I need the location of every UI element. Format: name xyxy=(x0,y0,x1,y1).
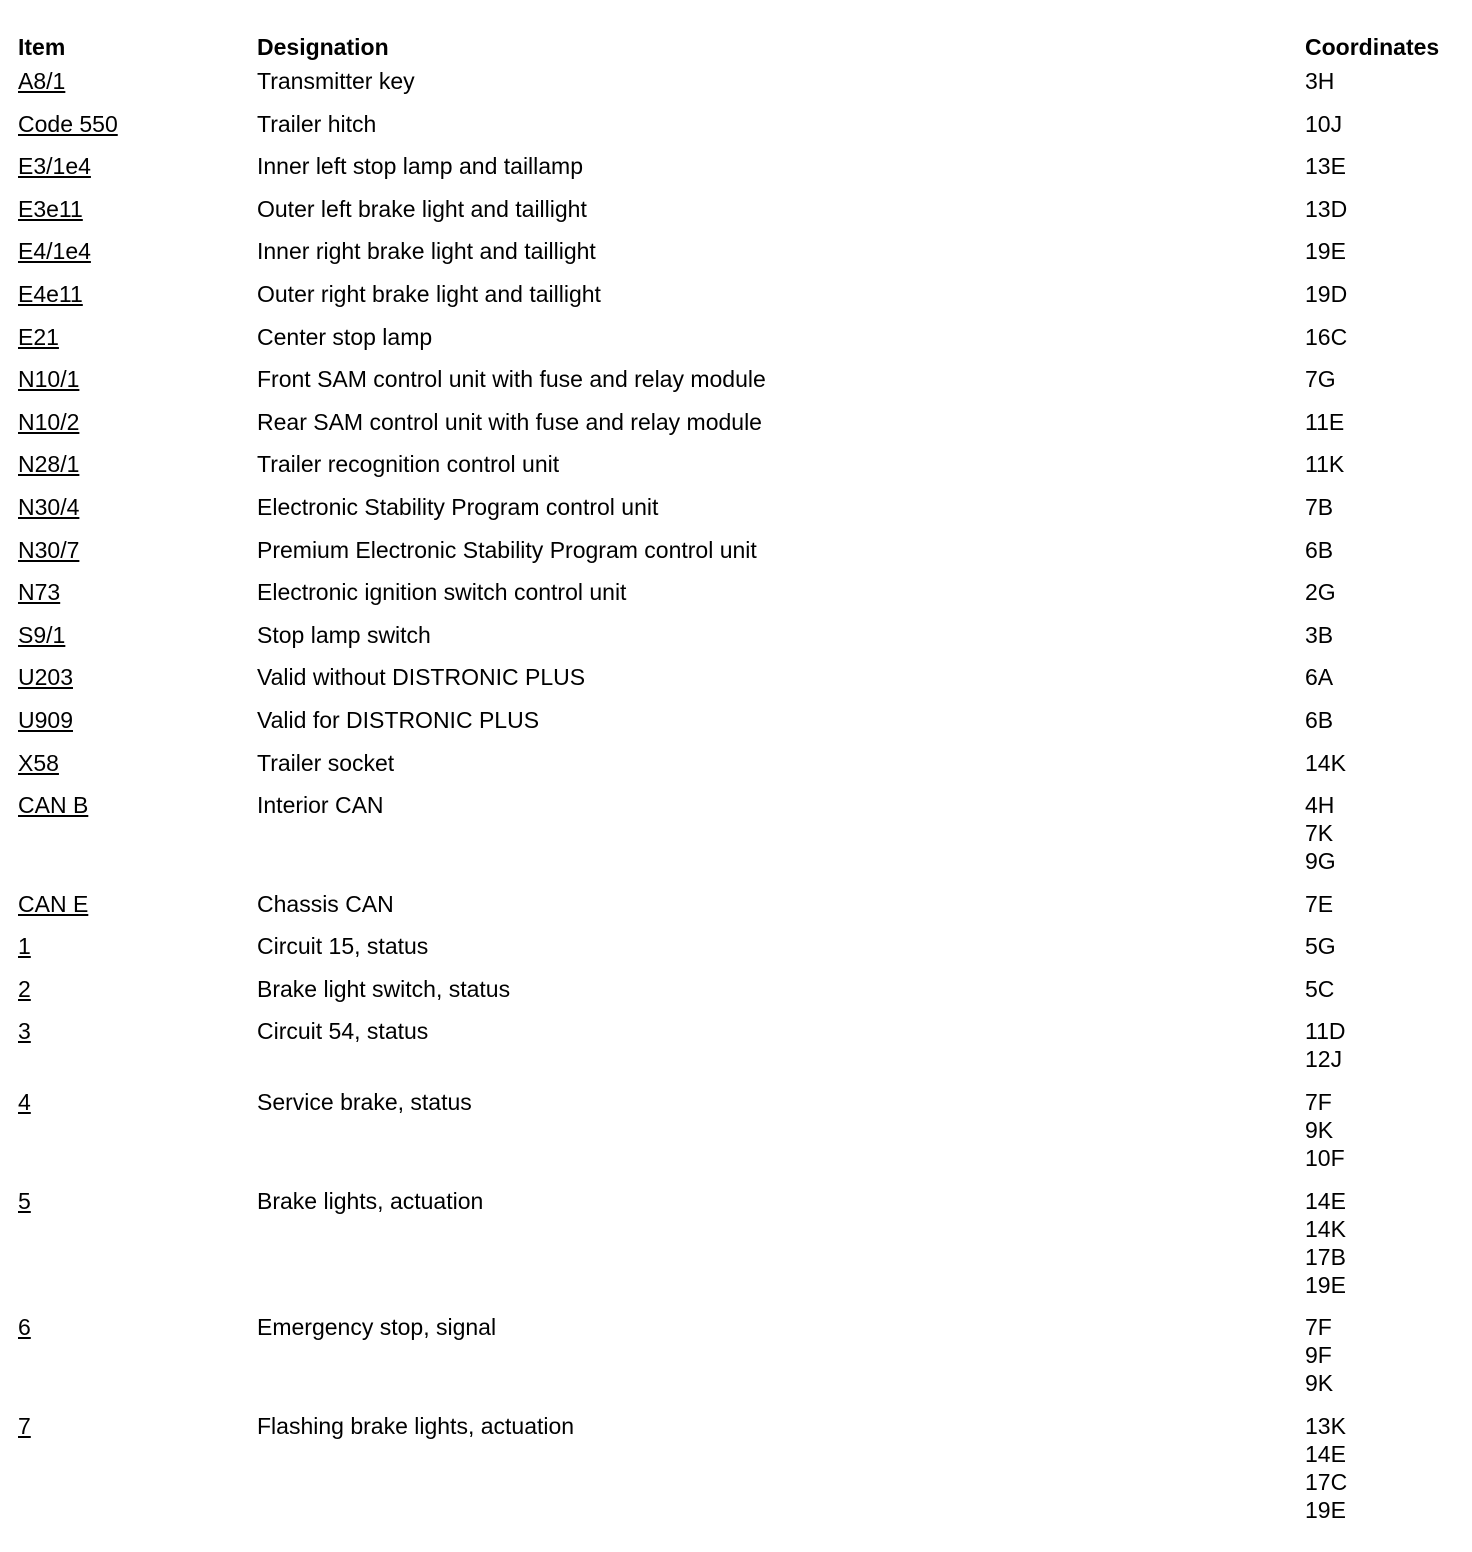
coordinates-cell xyxy=(1305,975,1468,1003)
table-row xyxy=(18,107,1468,138)
table-row xyxy=(18,575,1468,606)
item-cell xyxy=(18,932,257,960)
item-cell xyxy=(18,578,257,606)
coordinate-value: 3B xyxy=(1305,621,1334,648)
designation-cell: Trailer socket xyxy=(257,749,395,776)
header-designation: Designation xyxy=(257,34,389,60)
item-cell xyxy=(18,365,257,393)
coordinate-value: 9K xyxy=(1305,1117,1334,1144)
item-link[interactable]: N10/2 xyxy=(18,408,80,435)
designation-cell: Center stop lamp xyxy=(257,323,433,350)
item-cell xyxy=(18,706,257,734)
designation-cell: Circuit 54, status xyxy=(257,1018,429,1045)
coordinates-cell xyxy=(1305,536,1468,564)
table-row xyxy=(18,618,1468,649)
table-row xyxy=(18,788,1468,875)
coordinate-value: 17B xyxy=(1305,1243,1346,1270)
table-row xyxy=(18,887,1468,918)
designation-cell: Premium Electronic Stability Program control unit xyxy=(257,536,757,563)
coordinate-value: 14E xyxy=(1305,1440,1346,1467)
designation-cell: Outer left brake light and taillight xyxy=(257,195,587,222)
item-cell xyxy=(18,621,257,649)
table-header xyxy=(18,30,1468,64)
coordinates-cell xyxy=(1305,1017,1468,1073)
coordinates-cell xyxy=(1305,450,1468,478)
coordinates-cell xyxy=(1305,890,1468,918)
coordinates-cell xyxy=(1305,408,1468,436)
item-link[interactable]: X58 xyxy=(18,749,59,776)
item-link[interactable]: Code 550 xyxy=(18,110,118,137)
item-cell xyxy=(18,408,257,436)
coordinates-cell xyxy=(1305,323,1468,351)
item-link[interactable]: N73 xyxy=(18,579,61,606)
coordinate-value: 7B xyxy=(1305,493,1334,520)
item-link[interactable]: U203 xyxy=(18,664,73,691)
table-row xyxy=(18,1014,1468,1073)
item-cell xyxy=(18,1313,257,1341)
designation-cell: Service brake, status xyxy=(257,1089,472,1116)
table-row xyxy=(18,703,1468,734)
coordinates-cell xyxy=(1305,1313,1468,1397)
table-row xyxy=(18,1409,1468,1524)
item-cell xyxy=(18,1412,257,1440)
coordinate-value: 10F xyxy=(1305,1145,1345,1172)
coordinate-value: 11E xyxy=(1305,408,1345,435)
table-row xyxy=(18,1184,1468,1299)
designation-cell: Chassis CAN xyxy=(257,890,394,917)
item-cell xyxy=(18,536,257,564)
table-row xyxy=(18,362,1468,393)
coordinate-value: 7F xyxy=(1305,1089,1332,1116)
header-item: Item xyxy=(18,34,66,60)
table-row xyxy=(18,1310,1468,1397)
coordinates-cell xyxy=(1305,663,1468,691)
item-link[interactable]: E3e11 xyxy=(18,195,83,222)
coordinates-cell xyxy=(1305,110,1468,138)
coordinate-value: 7F xyxy=(1305,1314,1332,1341)
designation-cell: Circuit 15, status xyxy=(257,933,429,960)
header-coordinates: Coordinates xyxy=(1305,34,1440,60)
coordinate-value: 3H xyxy=(1305,68,1335,94)
designation-cell: Trailer hitch xyxy=(257,110,377,137)
table-row xyxy=(18,149,1468,180)
coordinate-value: 13K xyxy=(1305,1412,1346,1439)
table-row xyxy=(18,64,1468,95)
coordinates-cell xyxy=(1305,749,1468,777)
table-row xyxy=(18,320,1468,351)
item-link[interactable]: CAN E xyxy=(18,890,89,917)
item-cell xyxy=(18,152,257,180)
coordinate-value: 19E xyxy=(1305,1496,1346,1523)
designation-cell: Stop lamp switch xyxy=(257,621,431,648)
coordinates-cell xyxy=(1305,67,1468,95)
coordinates-cell xyxy=(1305,237,1468,265)
item-link[interactable]: U909 xyxy=(18,706,73,733)
coordinates-cell xyxy=(1305,1412,1468,1524)
item-cell xyxy=(18,1187,257,1215)
coordinates-cell xyxy=(1305,280,1468,308)
table-row xyxy=(18,533,1468,564)
coordinate-value: 6B xyxy=(1305,706,1334,733)
designation-cell: Brake light switch, status xyxy=(257,975,511,1002)
designation-cell: Rear SAM control unit with fuse and relay module xyxy=(257,408,762,435)
table-row xyxy=(18,660,1468,691)
coordinate-value: 7E xyxy=(1305,890,1334,917)
item-link[interactable]: 1 xyxy=(18,933,31,960)
item-link[interactable]: E3/1e4 xyxy=(18,153,91,180)
item-cell xyxy=(18,890,257,918)
coordinate-value: 9G xyxy=(1305,848,1336,875)
item-link[interactable]: E21 xyxy=(18,323,59,350)
item-cell xyxy=(18,280,257,308)
designation-cell: Brake lights, actuation xyxy=(257,1187,484,1214)
item-cell xyxy=(18,975,257,1003)
coordinates-cell xyxy=(1305,152,1468,180)
item-link[interactable]: N28/1 xyxy=(18,451,80,478)
item-link[interactable]: 3 xyxy=(18,1018,31,1045)
designation-cell: Inner right brake light and taillight xyxy=(257,238,596,265)
coordinate-value: 7G xyxy=(1305,366,1336,393)
item-cell xyxy=(18,749,257,777)
coordinate-value: 10J xyxy=(1305,110,1343,137)
designation-cell: Trailer recognition control unit xyxy=(257,451,560,478)
legend-table xyxy=(18,30,1468,1535)
coordinate-value: 5C xyxy=(1305,975,1335,1002)
coordinates-cell xyxy=(1305,365,1468,393)
table-row xyxy=(18,192,1468,223)
designation-cell: Electronic Stability Program control unit xyxy=(257,493,659,520)
coordinates-cell xyxy=(1305,578,1468,606)
coordinate-value: 7K xyxy=(1305,820,1334,847)
coordinates-cell xyxy=(1305,706,1468,734)
coordinates-cell xyxy=(1305,1088,1468,1172)
coordinate-value: 6A xyxy=(1305,664,1334,691)
coordinate-value: 4H xyxy=(1305,792,1335,819)
coordinate-value: 13E xyxy=(1305,153,1346,180)
item-link[interactable]: 7 xyxy=(18,1412,31,1439)
coordinate-value: 19D xyxy=(1305,280,1348,307)
table-row xyxy=(18,1085,1468,1172)
coordinate-value: 2G xyxy=(1305,579,1336,606)
item-link[interactable]: E4e11 xyxy=(18,280,83,307)
item-link[interactable]: CAN B xyxy=(18,792,89,819)
table-row xyxy=(18,447,1468,478)
table-row xyxy=(18,929,1468,960)
item-cell xyxy=(18,493,257,521)
item-cell xyxy=(18,450,257,478)
coordinates-cell xyxy=(1305,195,1468,223)
item-link[interactable]: E4/1e4 xyxy=(18,238,91,265)
item-cell xyxy=(18,110,257,138)
designation-cell: Interior CAN xyxy=(257,792,384,819)
table-row xyxy=(18,277,1468,308)
table-row xyxy=(18,972,1468,1003)
item-cell xyxy=(18,1088,257,1116)
designation-cell: Valid for DISTRONIC PLUS xyxy=(257,706,540,733)
designation-cell: Valid without DISTRONIC PLUS xyxy=(257,664,586,691)
coordinate-value: 19E xyxy=(1305,1271,1346,1298)
coordinate-value: 11D xyxy=(1305,1018,1346,1045)
item-cell xyxy=(18,663,257,691)
coordinate-value: 12J xyxy=(1305,1046,1343,1073)
item-link[interactable]: 2 xyxy=(18,975,31,1002)
item-link[interactable]: A8/1 xyxy=(18,68,66,94)
item-cell xyxy=(18,1017,257,1045)
coordinate-value: 11K xyxy=(1305,451,1345,478)
table-body xyxy=(18,64,1468,1524)
item-cell xyxy=(18,323,257,351)
item-cell xyxy=(18,67,257,95)
designation-cell: Emergency stop, signal xyxy=(257,1314,497,1341)
table-row xyxy=(18,405,1468,436)
item-cell xyxy=(18,791,257,819)
table-row xyxy=(18,746,1468,777)
coordinates-cell xyxy=(1305,621,1468,649)
table-row xyxy=(18,234,1468,265)
item-link[interactable]: N10/1 xyxy=(18,366,80,393)
coordinate-value: 19E xyxy=(1305,238,1346,265)
item-cell xyxy=(18,195,257,223)
table-row xyxy=(18,490,1468,521)
designation-cell: Outer right brake light and taillight xyxy=(257,280,601,307)
item-link[interactable]: 5 xyxy=(18,1187,31,1214)
designation-cell: Front SAM control unit with fuse and relay module xyxy=(257,366,766,393)
coordinates-cell xyxy=(1305,493,1468,521)
designation-cell: Flashing brake lights, actuation xyxy=(257,1412,575,1439)
coordinate-value: 13D xyxy=(1305,195,1348,222)
coordinate-value: 17C xyxy=(1305,1468,1348,1495)
item-link[interactable]: 4 xyxy=(18,1089,31,1116)
item-link[interactable]: N30/7 xyxy=(18,536,80,563)
designation-cell: Inner left stop lamp and taillamp xyxy=(257,153,584,180)
coordinate-value: 14K xyxy=(1305,749,1346,776)
coordinates-cell xyxy=(1305,932,1468,960)
coordinate-value: 5G xyxy=(1305,933,1336,960)
item-cell xyxy=(18,237,257,265)
coordinate-value: 6B xyxy=(1305,536,1334,563)
coordinates-cell xyxy=(1305,791,1468,875)
coordinate-value: 9F xyxy=(1305,1342,1332,1369)
item-link[interactable]: 6 xyxy=(18,1314,31,1341)
coordinates-cell xyxy=(1305,1187,1468,1299)
designation-cell: Transmitter key xyxy=(257,68,415,94)
coordinate-value: 14K xyxy=(1305,1215,1346,1242)
coordinate-value: 14E xyxy=(1305,1187,1346,1214)
item-link[interactable]: N30/4 xyxy=(18,493,80,520)
item-link[interactable]: S9/1 xyxy=(18,621,66,648)
coordinate-value: 9K xyxy=(1305,1370,1334,1397)
designation-cell: Electronic ignition switch control unit xyxy=(257,579,627,606)
coordinate-value: 16C xyxy=(1305,323,1348,350)
